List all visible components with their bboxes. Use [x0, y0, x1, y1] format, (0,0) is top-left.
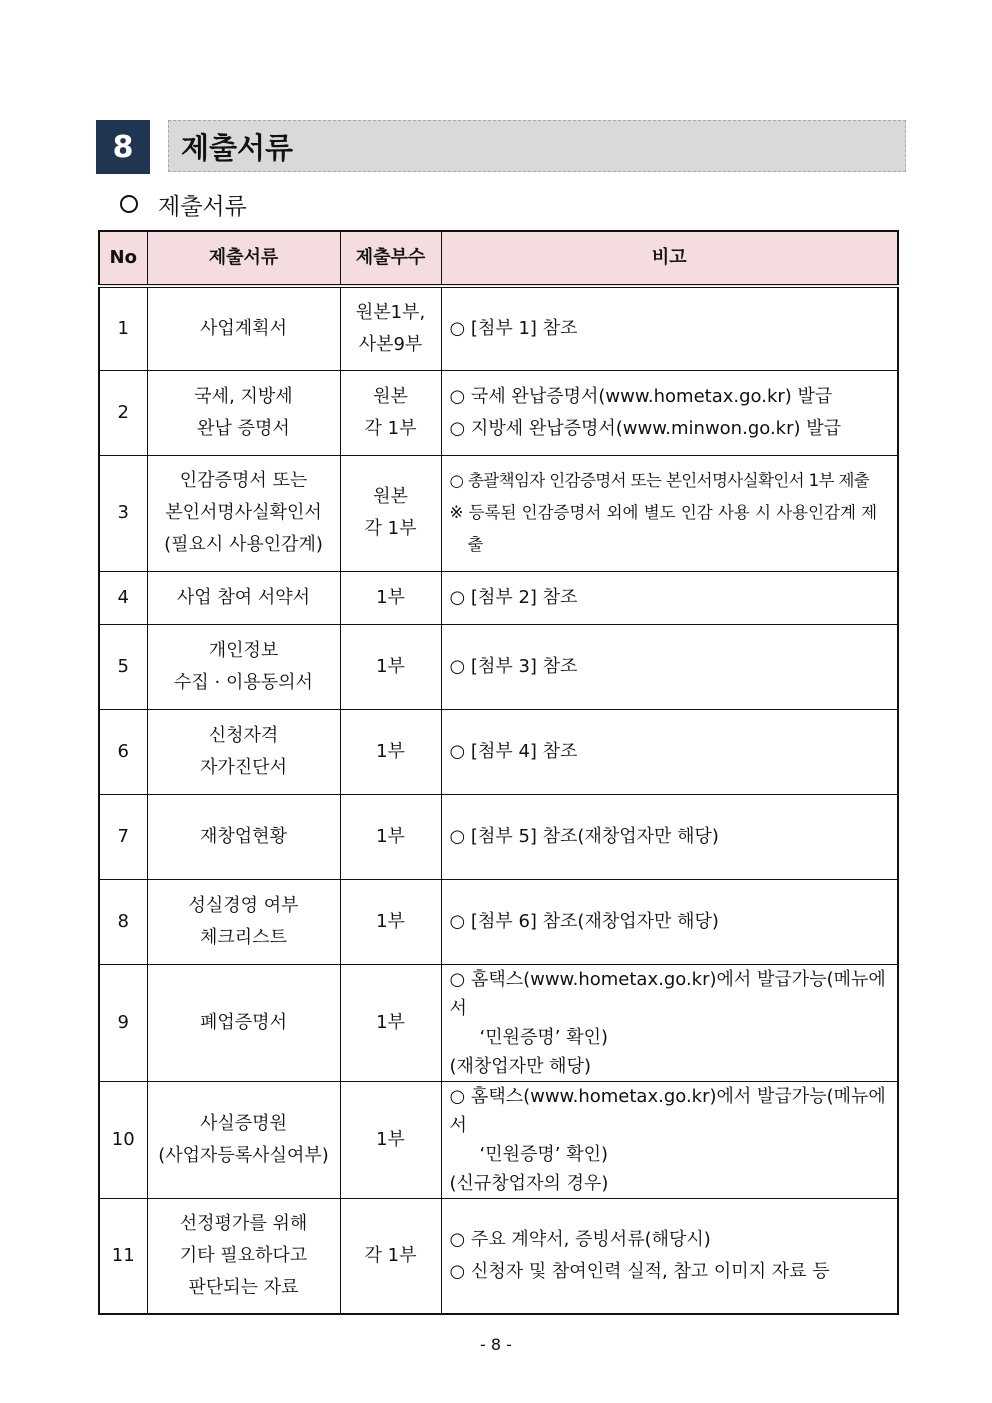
copies-count: 1부: [340, 794, 441, 879]
copies-count: 원본 각 1부: [340, 455, 441, 571]
copies-count: 1부: [340, 571, 441, 624]
row-number: 2: [99, 370, 147, 455]
row-number: 7: [99, 794, 147, 879]
section-title-bar: [168, 120, 906, 172]
document-name: 개인정보 수집 · 이용동의서: [147, 624, 340, 709]
document-name: 재창업현황: [147, 794, 340, 879]
remarks: ○ 총괄책임자 인감증명서 또는 본인서명사실확인서 1부 제출 ※ 등록된 인감증명서 외에 별도 인감 사용 시 사용인감계 제출: [441, 455, 898, 571]
copies-count: 1부: [340, 964, 441, 1081]
row-number: 8: [99, 879, 147, 964]
table-row: [99, 624, 898, 709]
remarks: ○ [첨부 1] 참조: [441, 286, 898, 370]
row-number: 5: [99, 624, 147, 709]
subheading-text: 제출서류: [158, 193, 247, 220]
copies-count: 원본 각 1부: [340, 370, 441, 455]
row-number: 6: [99, 709, 147, 794]
subheading: [120, 188, 247, 220]
document-name: 성실경영 여부 체크리스트: [147, 879, 340, 964]
table-row: [99, 1081, 898, 1198]
page-number: - 8 -: [480, 1335, 512, 1354]
header-no: No: [99, 231, 147, 286]
document-name: 국세, 지방세 완납 증명서: [147, 370, 340, 455]
document-name: 폐업증명서: [147, 964, 340, 1081]
copies-count: 1부: [340, 709, 441, 794]
remarks: ○ [첨부 4] 참조: [441, 709, 898, 794]
row-number: 10: [99, 1081, 147, 1198]
remarks: ○ [첨부 6] 참조(재창업자만 해당): [441, 879, 898, 964]
document-name: 사업계획서: [147, 286, 340, 370]
document-name: 사업 참여 서약서: [147, 571, 340, 624]
copies-count: 1부: [340, 1081, 441, 1198]
table-row: [99, 571, 898, 624]
row-number: 4: [99, 571, 147, 624]
remarks: ○ [첨부 2] 참조: [441, 571, 898, 624]
table-row: [99, 455, 898, 571]
section-title: 제출서류: [181, 130, 294, 165]
row-number: 3: [99, 455, 147, 571]
table-row: [99, 286, 898, 370]
header-remarks: 비고: [441, 231, 898, 286]
remarks: ○ 주요 계약서, 증빙서류(해당시) ○ 신청자 및 참여인력 실적, 참고 이미지 자료 등: [441, 1198, 898, 1314]
remarks: ○ 국세 완납증명서(www.hometax.go.kr) 발급 ○ 지방세 완납증명서(www.minwon.go.kr) 발급: [441, 370, 898, 455]
table-row: [99, 709, 898, 794]
table-row: [99, 964, 898, 1081]
document-name: 신청자격 자가진단서: [147, 709, 340, 794]
header-document: 제출서류: [147, 231, 340, 286]
document-name: 사실증명원 (사업자등록사실여부): [147, 1081, 340, 1198]
row-number: 1: [99, 286, 147, 370]
remarks: ○ 홈택스(www.hometax.go.kr)에서 발급가능(메뉴에서 ‘민원증명’ 확인) (재창업자만 해당): [441, 964, 898, 1081]
document-name: 선정평가를 위해 기타 필요하다고 판단되는 자료: [147, 1198, 340, 1314]
documents-table: [98, 230, 899, 1315]
remarks: ○ 홈택스(www.hometax.go.kr)에서 발급가능(메뉴에서 ‘민원증명’ 확인) (신규창업자의 경우): [441, 1081, 898, 1198]
row-number: 9: [99, 964, 147, 1081]
copies-count: 1부: [340, 624, 441, 709]
remarks: ○ [첨부 5] 참조(재창업자만 해당): [441, 794, 898, 879]
copies-count: 각 1부: [340, 1198, 441, 1314]
table-row: [99, 370, 898, 455]
copies-count: 1부: [340, 879, 441, 964]
document-name: 인감증명서 또는 본인서명사실확인서 (필요시 사용인감계): [147, 455, 340, 571]
table-row: [99, 879, 898, 964]
remarks: ○ [첨부 3] 참조: [441, 624, 898, 709]
table-header-row: [99, 231, 898, 286]
section-number: 8: [96, 120, 150, 174]
copies-count: 원본1부, 사본9부: [340, 286, 441, 370]
header-copies: 제출부수: [340, 231, 441, 286]
circle-bullet-icon: [120, 195, 138, 213]
table-row: [99, 794, 898, 879]
row-number: 11: [99, 1198, 147, 1314]
table-row: [99, 1198, 898, 1314]
